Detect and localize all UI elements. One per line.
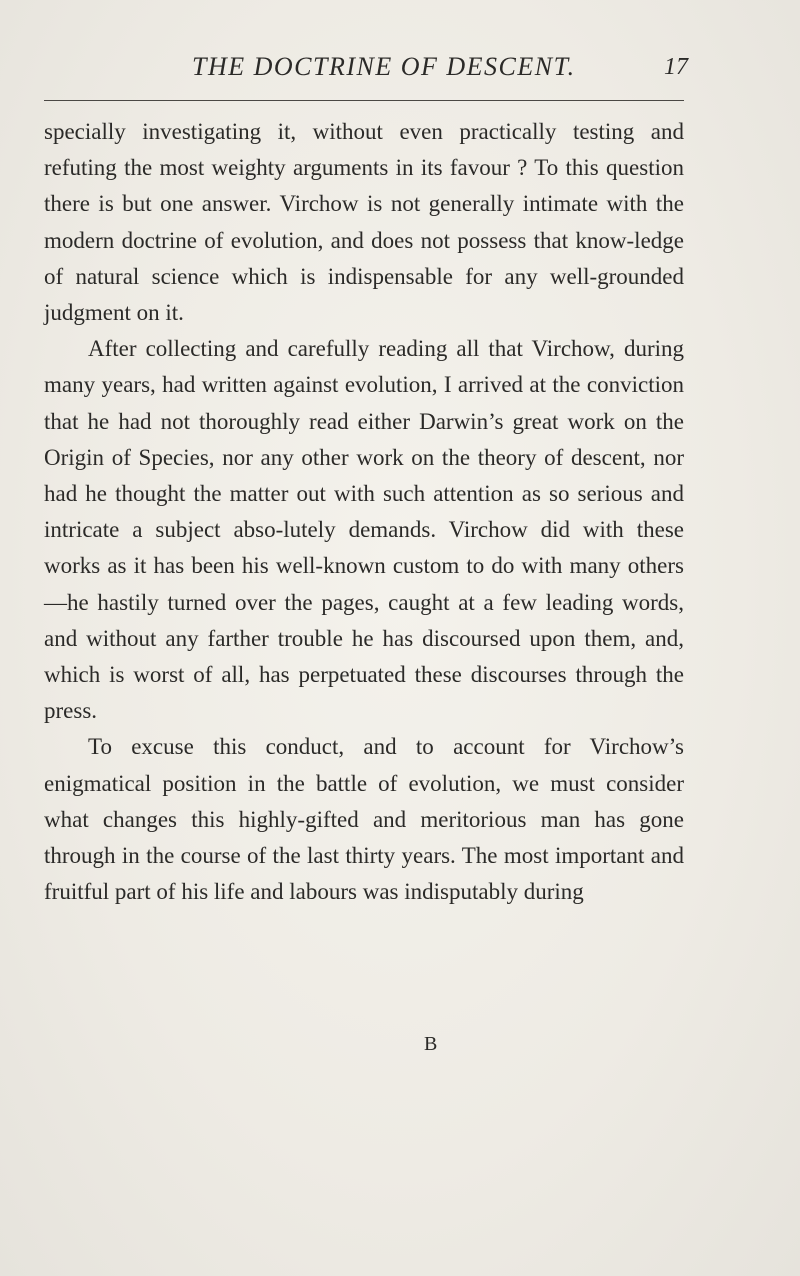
signature-mark: B [424,1033,438,1055]
page-header [44,52,688,92]
paragraph-2: After collecting and carefully reading all that Virchow, during many years, had written against evolution, I arrived at the conviction that he had not thoroughly read either Darwin’s great work on the Origin of Species, nor any other work on the theory of descent, nor had he thought the matter out with such attention as so serious and intricate a subject abso-lutely demands. Virchow did with these works as it has been his well-known custom to do with many others—he hastily turned over the pages, caught at a few leading words, and without any farther trouble he has discoursed upon them, and, which is worst of all, has perpetuated these discourses through the press. [44,336,684,724]
page-number: 17 [664,54,688,80]
paragraph-3: To excuse this conduct, and to account for Virchow’s enigmatical position in the battle of evolution, we must consider what changes this highly-gifted and meritorious man has gone through in the course of the last thirty years. The most important and fruitful part of his life and labours was indisputably during [44,734,684,905]
body-text [44,114,684,910]
running-head: THE DOCTRINE OF DESCENT. [192,52,576,81]
paragraph-1: specially investigating it, without even practically testing and refuting the most weighty arguments in its favour ? To this question there is but one answer. Virchow is not generally intimate with the modern doctrine of evolution, and does not possess that know-ledge of natural science which is indispensable for any well-grounded judgment on it. [44,119,684,326]
header-rule [44,100,684,101]
